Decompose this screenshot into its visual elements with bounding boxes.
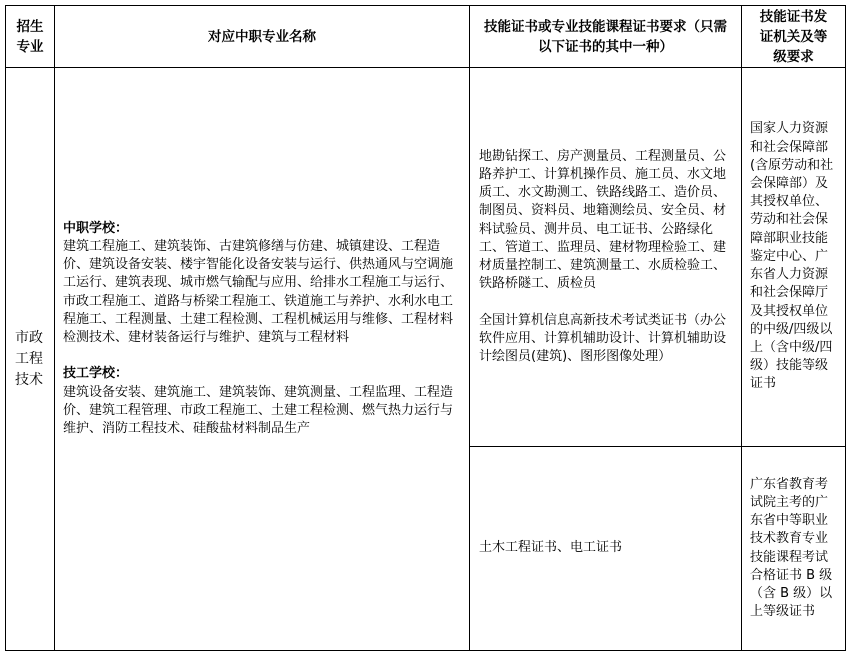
cert1-computer: 全国计算机信息高新技术考试类证书（办公软件应用、计算机辅助设计、计算机辅助设计绘图员(建筑)、图形图像处理） [479, 312, 727, 364]
header-cert-authority-text: 技能证书发证机关及等级要求 [759, 8, 828, 65]
cert2-cell [470, 447, 741, 650]
cert2-list: 土木工程证书、电工证书 [479, 540, 623, 556]
major-cell [6, 68, 54, 650]
cert1-authority-cell [742, 68, 845, 446]
header-cert-requirement-text: 技能证书或专业技能课程证书要求（只需以下证书的其中一种） [484, 18, 727, 55]
zhongzhi-cell [55, 68, 469, 650]
header-zhongzhi-name-text: 对应中职专业名称 [208, 28, 316, 45]
header-major [6, 6, 54, 67]
cert2-authority: 广东省教育考试院主考的广东省中等职业技术教育专业技能课程考试合格证书 B 级（含 B 级）以上等级证书 [750, 476, 833, 620]
jigong-heading: 技工学校： [63, 366, 129, 382]
table-border-right [845, 5, 846, 651]
major-name: 市政工程技术 [15, 329, 43, 388]
header-cert-authority [742, 6, 845, 67]
jigong-list: 建筑设备安装、建筑施工、建筑装饰、建筑测量、工程监理、工程造价、建筑工程管理、市政工程施工、土建工程检测、燃气热力运行与维护、消防工程技术、硅酸盐材料制品生产 [63, 384, 454, 436]
cert2-authority-cell [742, 447, 845, 650]
cert1-cell [470, 68, 741, 446]
cert1-list: 地勘钻探工、房产测量员、工程测量员、公路养护工、计算机操作员、施工员、水文地质工、水文勘测工、铁路线路工、造价员、制图员、资料员、地籍测绘员、安全员、材料试验员、测井员、电工证书、公路绿化工、管道工、监理员、建材物理检验工、建材质量控制工、建筑测量工、水质检验工、铁路桥隧工、质检员 [479, 148, 727, 292]
header-zhongzhi-name [55, 6, 469, 67]
header-major-text: 招生专业 [16, 18, 44, 55]
zhongzhi-list: 建筑工程施工、建筑装饰、古建筑修缮与仿建、城镇建设、工程造价、建筑设备安装、楼宇智能化设备安装与运行、供热通风与空调施工运行、建筑表现、城市燃气输配与应用、给排水工程施工与运行、市政工程施工、道路与桥梁工程施工、铁道施工与养护、水利水电工程施工、工程测量、土建工程检测、工程机械运用与维修、工程材料检测技术、建材装备运行与维护、建筑与工程材料 [63, 239, 454, 346]
header-cert-requirement [470, 6, 741, 67]
cert1-authority: 国家人力资源和社会保障部(含原劳动和社会保障部）及其授权单位、劳动和社会保障部职业技能鉴定中心、广东省人力资源和社会保障厅及其授权单位的中级/四级以上（含中级/四级）技能等级证书 [750, 121, 834, 392]
zhongzhi-heading: 中职学校： [63, 220, 129, 236]
